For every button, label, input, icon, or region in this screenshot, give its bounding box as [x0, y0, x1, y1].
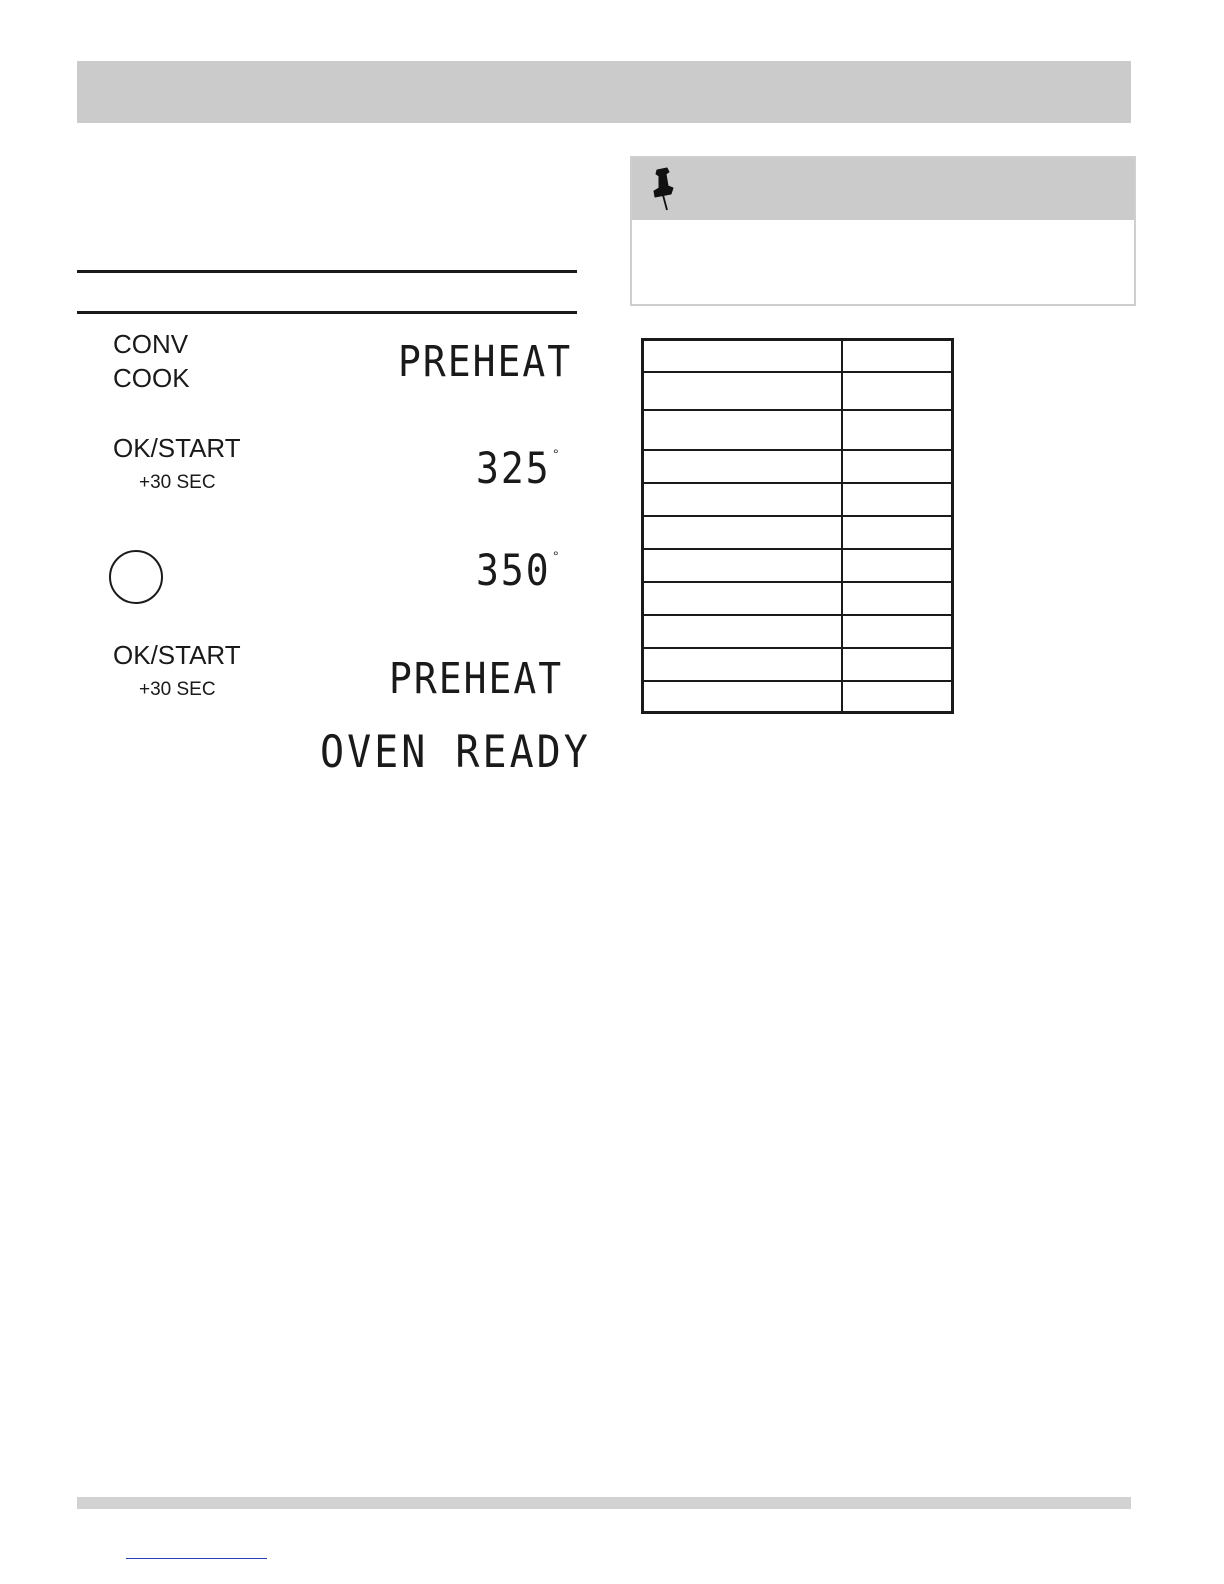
note-box [630, 156, 1136, 306]
display-preheat-2: PREHEAT [389, 654, 564, 704]
plus-30-sec-label-1: +30 SEC [139, 472, 216, 493]
table-row [643, 450, 953, 483]
section-rule-bottom [77, 311, 577, 314]
ok-start-button-label-1: OK/START [113, 433, 241, 463]
conv-cook-button-label: CONV COOK [113, 329, 190, 393]
table-row [643, 483, 953, 516]
footer-link-underline[interactable] [126, 1558, 267, 1559]
degree-symbol-350: ° [553, 548, 559, 564]
table-row [643, 615, 953, 648]
page-footer-band [77, 1497, 1131, 1509]
ok-start-button-label-2: OK/START [113, 640, 241, 670]
table-row [643, 516, 953, 549]
table-row [643, 582, 953, 615]
display-temp-325: 325 [476, 444, 551, 494]
display-oven-ready: OVEN READY [320, 726, 591, 779]
page-header-band [77, 61, 1131, 123]
table-row [643, 648, 953, 681]
table-row [643, 681, 953, 713]
pushpin-icon [650, 166, 680, 214]
dial-knob-icon [109, 550, 163, 604]
display-preheat-1: PREHEAT [398, 337, 573, 387]
note-header [632, 158, 1134, 220]
table-row [643, 372, 953, 410]
table-row [643, 410, 953, 450]
degree-symbol-325: ° [553, 446, 559, 462]
section-rule-top [77, 270, 577, 273]
plus-30-sec-label-2: +30 SEC [139, 679, 216, 700]
table-row [643, 340, 953, 372]
display-temp-350: 350 [476, 546, 551, 596]
table-row [643, 549, 953, 582]
reference-table [641, 338, 954, 714]
